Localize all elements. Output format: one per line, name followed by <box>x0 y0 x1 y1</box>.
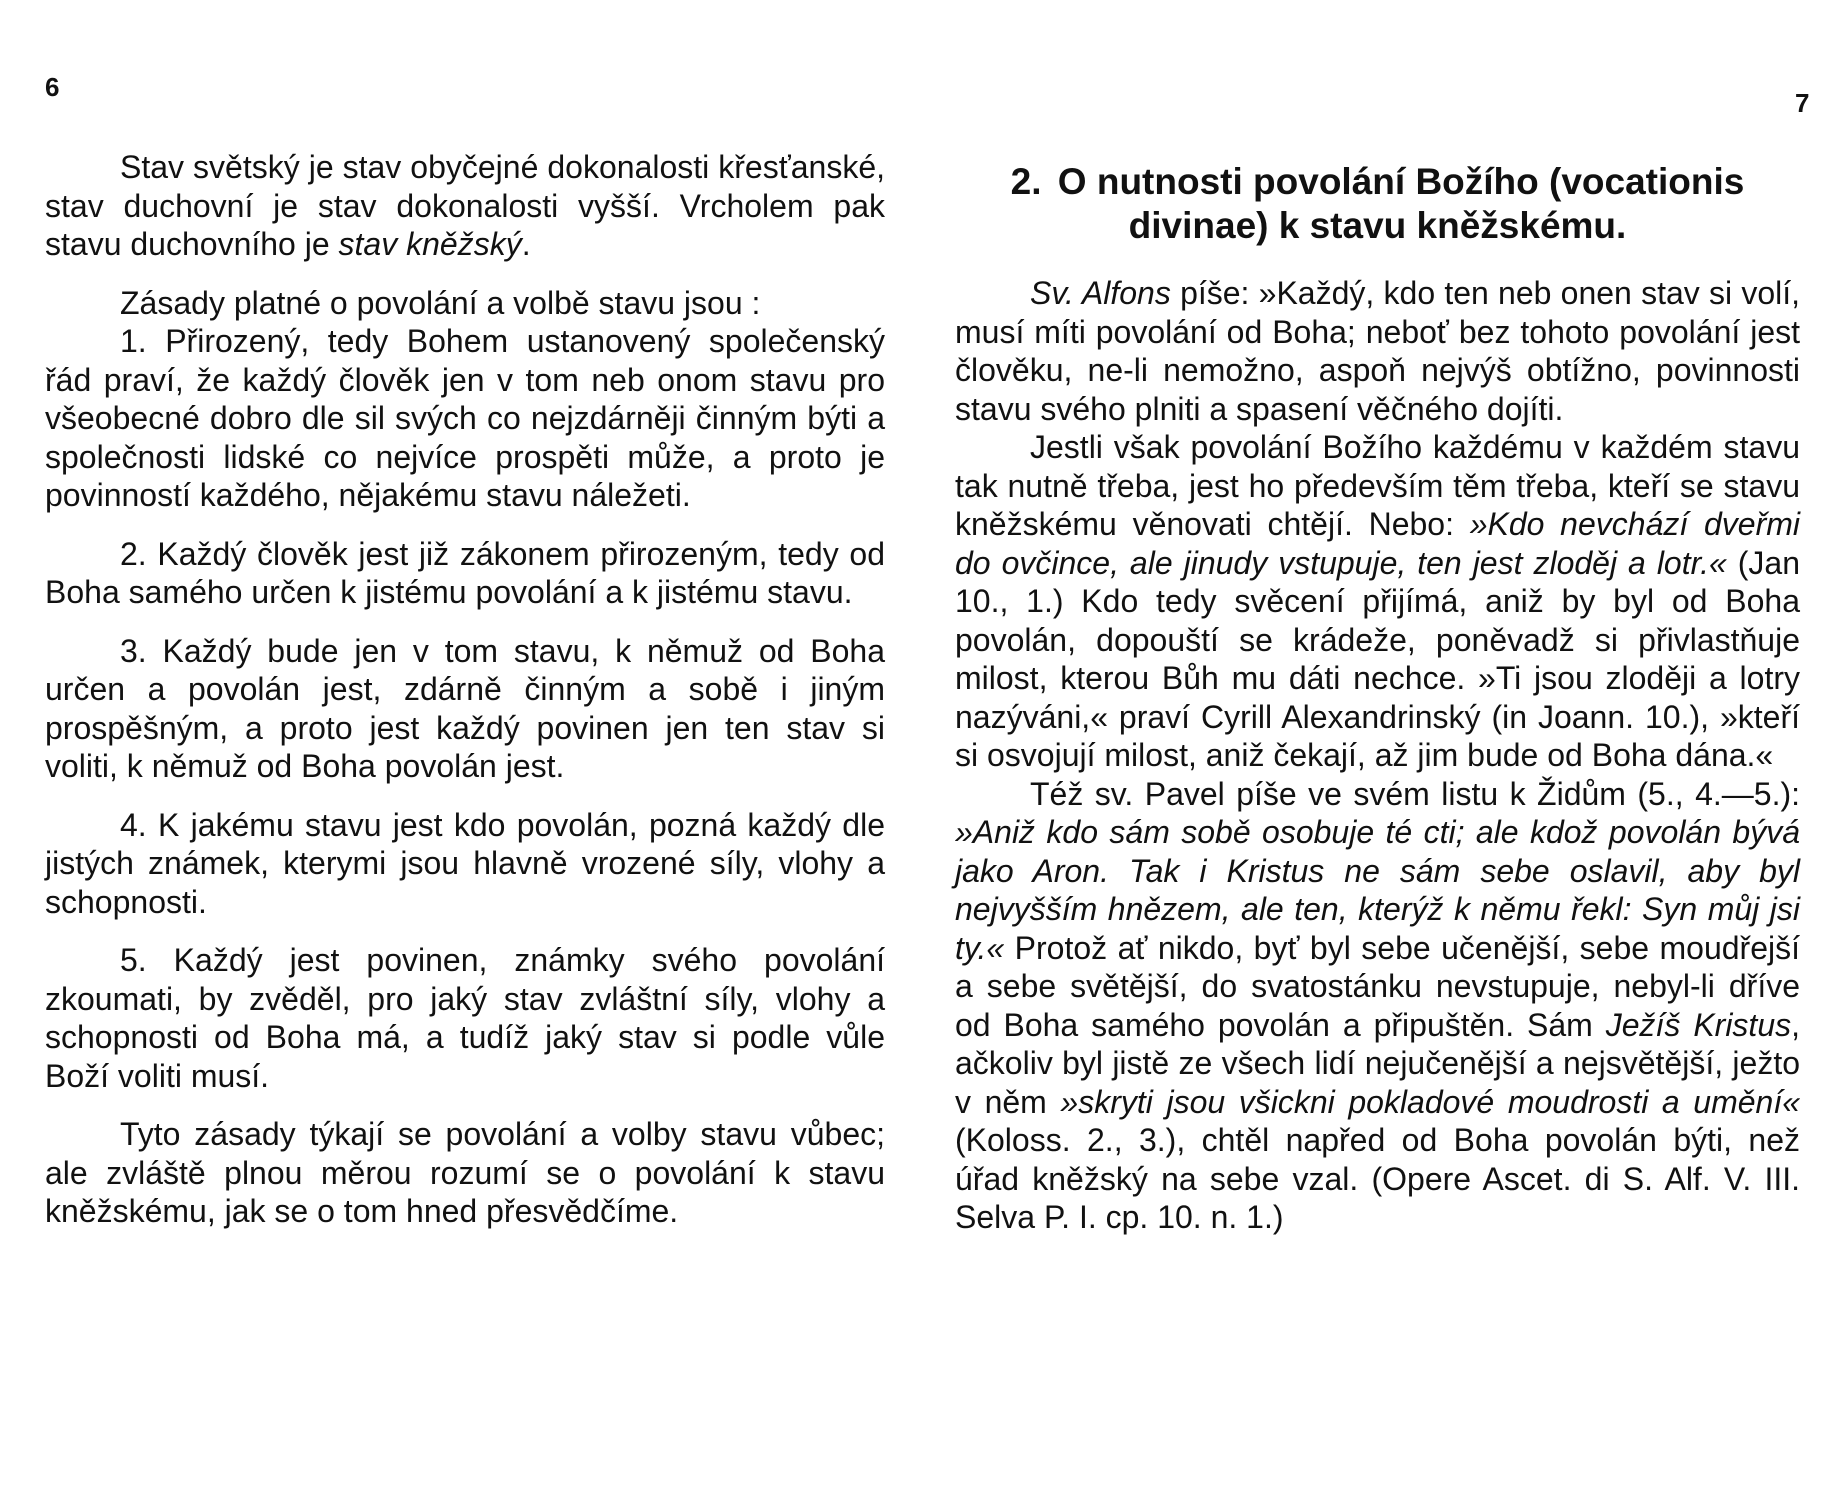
emphasis: Ježíš Kristus <box>1605 1006 1792 1043</box>
left-page-text <box>45 148 885 1251</box>
page-number-left: 6 <box>45 72 60 102</box>
paragraph: 3. Každý bude jen v tom stavu, k němuž od Boha určen a povolán jest, zdárně činným a sobě i jiným prospěšným, a proto jest každý povinen jen ten stav si voliti, k němuž od Boha povolán jest. <box>45 632 885 784</box>
paragraph: Zásady platné o povolání a volbě stavu jsou : <box>120 284 761 321</box>
section-number: 2. <box>1010 161 1042 202</box>
paragraph: Jestli však povolání Božího každému v každém stavu tak nutně třeba, jest ho především těm třeba, kteří se stavu kněžskému věnovati chtějí. Nebo: »Kdo nevchází dveřmi do ovčince, ale jinudy vstupuje, ten jest zloděj a lotr.« (Jan 10., 1.) Kdo tedy svěcení přijímá, aniž by byl od Boha povolán, dopouští se krádeže, poněvadž si přivlastňuje milost, kterou Bůh mu dáti nechce. »Ti jsou zloději a lotry nazýváni,« praví Cyrill Alexandrinský (in Joann. 10.), »kteří si osvojují milost, aniž čekají, až jim bude od Boha dána.« <box>955 429 1801 773</box>
page-number-right: 7 <box>1795 88 1810 118</box>
paragraph: 2. Každý člověk jest již zákonem přirozeným, tedy od Boha samého určen k jistému povolání a k jistému stavu. <box>45 535 885 610</box>
quotation: »Kdo nevchází dveřmi do ovčince, ale jinudy vstupuje, ten jest zloděj a lotr.« <box>955 506 1801 581</box>
section-title: O nutnosti povolání Božího (vocationis divinae) k stavu kněžskému. <box>1057 161 1745 246</box>
quotation: »Aniž kdo sám sobě osobuje té cti; ale kdož povolán bývá jako Aron. Tak i Kristus ne sám sebe oslavil, aby byl nejvyšším hnězem, ale ten, kterýž k němu řekl: Syn můj jsi ty.« <box>955 814 1800 966</box>
paragraph: Též sv. Pavel píše ve svém listu k Židům (5., 4.—5.): »Aniž kdo sám sobě osobuje té cti; ale kdož povolán bývá jako Aron. Tak i Kristus ne sám sebe oslavil, aby byl nejvyšším hnězem, ale ten, kterýž k němu řekl: Syn můj jsi ty.« Protož ať nikdo, byť byl sebe učenější, sebe moudřejší a sebe světější, do svatostánku nevstupuje, nebyl-li dříve od Boha samého povolán a připuštěn. Sám Ježíš Kristus, ačkoliv byl jistě ze všech lidí nejučenější a nejsvětější, ježto v něm »skryti jsou všickni pokladové moudrosti a umění« (Koloss. 2., 3.), chtěl napřed od Boha povolán býti, než úřad kněžský na sebe vzal. (Opere Ascet. di S. Alf. V. III. Selva P. I. cp. 10. n. 1.) <box>955 775 1801 1235</box>
section-heading <box>955 160 1800 248</box>
paragraph: 1. Přirozený, tedy Bohem ustanovený společenský řád praví, že každý člověk jen v tom neb onom stavu pro všeobecné dobro dle sil svých co nejzdárněji činným býti a společnosti lidské co nejvíce prospěti může, a proto je povinností každého, nějakému stavu náležeti. <box>45 323 885 513</box>
paragraph: Tyto zásady týkají se povolání a volby stavu vůbec; ale zvláště plnou měrou rozumí se o povolání k stavu kněžskému, jak se o tom hned přesvědčíme. <box>45 1116 885 1229</box>
emphasis: Sv. Alfons <box>1030 275 1171 311</box>
paragraph: 4. K jakému stavu jest kdo povolán, pozná každý dle jistých známek, kterymi jsou hlavně vrozené síly, vlohy a schopnosti. <box>45 806 885 920</box>
paragraph: Sv. Alfons píše: »Každý, kdo ten neb onen stav si volí, musí míti povolání od Boha; neboť bez tohoto povolání jest člověku, ne-li nemožno, aspoň nejvýš obtížno, povinnosti stavu svého plniti a spasení věčného dojíti. <box>955 275 1801 427</box>
quotation: »skryti jsou všickni pokladové moudrosti a umění« <box>1060 1083 1801 1120</box>
paragraph: Stav světský je stav obyčejné dokonalosti křesťanské, stav duchovní je stav dokonalosti vyšší. Vrcholem pak stavu duchovního je stav kněžský. <box>45 149 885 262</box>
paragraph: 5. Každý jest povinen, známky svého povolání zkoumati, by zvěděl, pro jaký stav zvláštní síly, vlohy a schopnosti od Boha má, a tudíž jaký stav si podle vůle Boží voliti musí. <box>45 942 885 1094</box>
right-page-text <box>955 160 1800 1237</box>
emphasis: stav kněžský <box>338 226 522 262</box>
